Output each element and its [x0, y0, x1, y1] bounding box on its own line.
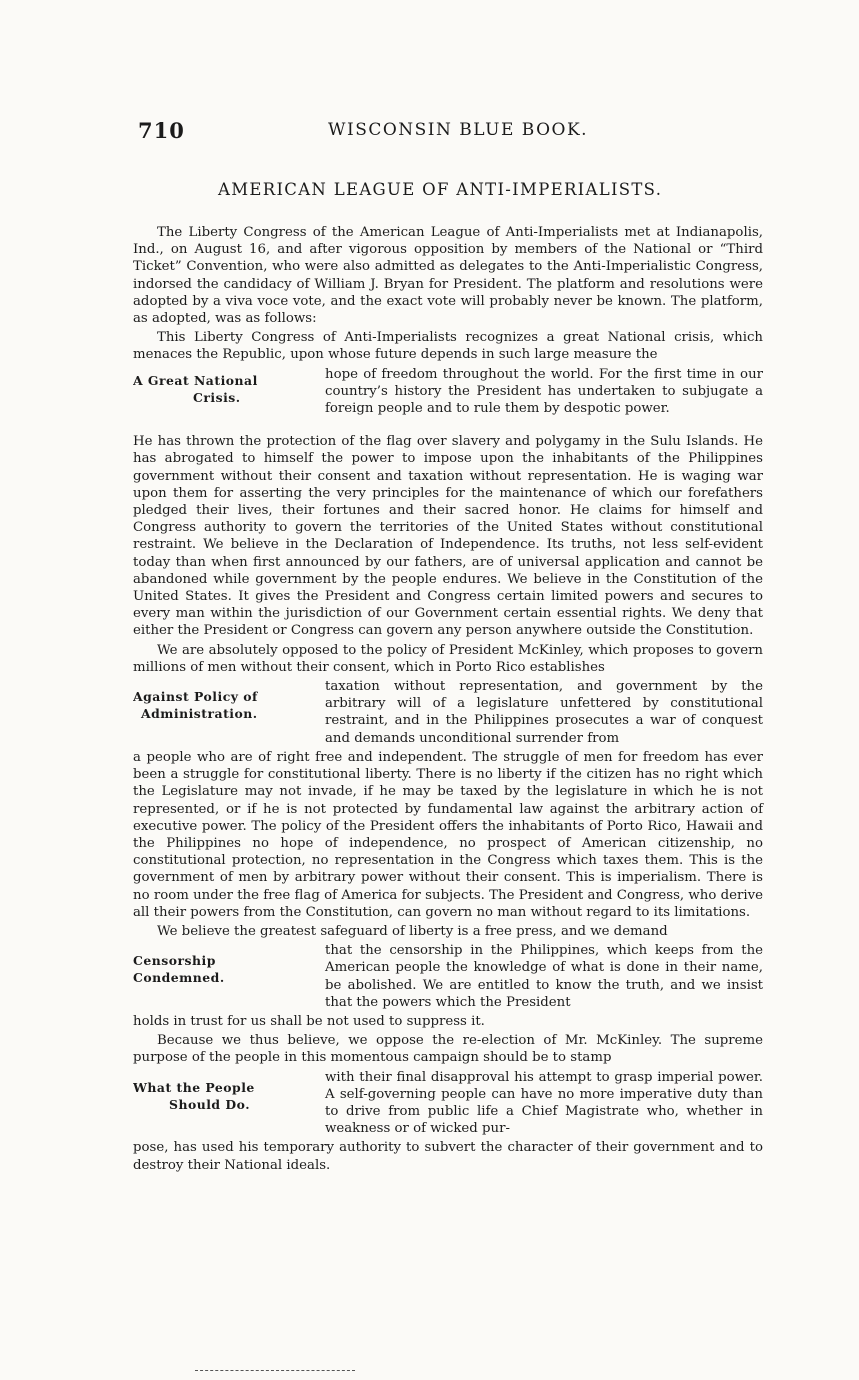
- sidenote-line: What the People: [133, 1079, 255, 1095]
- section-2-lead: We are absolutely opposed to the policy of President McKinley, which proposes to govern millions of men without their consent, which in Porto Rico establishes: [133, 642, 763, 675]
- section-4-side-text: with their final disapproval his attempt to grasp imperial power. A self-governing people can have no more imperative duty than to drive from public life a Chief Magistrate who, whether in weakness or of wicked pur-: [325, 1069, 763, 1137]
- section-2-side-text: taxation without representation, and government by the arbitrary will of a legislature unfettered by constitutional restraint, and in the Philippines prosecutes a war of conquest and demands unconditional surrender from: [325, 679, 763, 746]
- section-4-sidenote-block: [133, 1069, 763, 1140]
- footer-rule: [195, 1370, 355, 1371]
- sidenote-line: Should Do.: [169, 1096, 251, 1112]
- section-3-side-text: that the censorship in the Philippines, which keeps from the American people the knowledge of what is done in their name, be abolished. We are entitled to know the truth, and we insist that the powers which the President: [325, 943, 763, 1010]
- section-3-sidenote-block: [133, 942, 763, 1013]
- sidenote-great-national-crisis: [133, 372, 313, 406]
- article-body: [133, 224, 763, 1176]
- sidenote-line: Against Policy of: [133, 689, 258, 705]
- intro-paragraph: The Liberty Congress of the American League of Anti-Imperialists met at Indianapolis, Ind., on August 16, and after vigorous opposition by members of the National or “Third Ticket” Convention, who were also admitted as delegates to the Anti-Imperialistic Congress, indorsed the candidacy of William J. Bryan for President. The platform and resolutions were adopted by a viva voce vote, and the exact vote will probably never be known. The platform, as adopted, was as follows:: [133, 225, 763, 327]
- section-2-sidenote-block: [133, 678, 763, 749]
- sidenote-line: Crisis.: [193, 389, 241, 405]
- page-number: 710: [138, 118, 185, 143]
- section-4-rest: pose, has used his temporary authority to subvert the character of their government and to destroy their National ideals.: [133, 1140, 763, 1173]
- article-title: AMERICAN LEAGUE OF ANTI-IMPERIALISTS.: [218, 180, 663, 199]
- section-3-rest: holds in trust for us shall be not used to suppress it.: [133, 1013, 485, 1029]
- section-4-lead: Because we thus believe, we oppose the re-election of Mr. McKinley. The supreme purpose of the people in this momentous campaign should be to stamp: [133, 1033, 763, 1066]
- sidenote-line: Condemned.: [133, 970, 225, 986]
- section-1-lead: This Liberty Congress of Anti-Imperialists recognizes a great National crisis, which menaces the Republic, upon whose future depends in such large measure the: [133, 330, 763, 363]
- section-1-side-text: hope of freedom throughout the world. For the first time in our country’s history the President has undertaken to subjugate a foreign people and to rule them by despotic power.: [325, 366, 763, 417]
- sidenote-line: A Great National: [133, 372, 258, 388]
- sidenote-what-the-people: [133, 1079, 313, 1113]
- sidenote-censorship: [133, 952, 313, 986]
- sidenote-line: Censorship: [133, 953, 216, 969]
- section-1-rest: He has thrown the protection of the flag over slavery and polygamy in the Sulu Islands. He has abrogated to himself the power to impose upon the inhabitants of the Philippines government without their consent and taxation without representation. He is waging war upon them for asserting the very principles for the maintenance of which our forefathers pledged their lives, their fortunes and their sacred honor. He claims for himself and Congress authority to govern the territories of the United States without constitutional restraint. We believe in the Declaration of Independence. Its truths, not less self-evident today than when first announced by our fathers, are of universal application and cannot be abandoned while government by the people endures. We believe in the Constitution of the United States. It gives the President and Congress certain limited powers and secures to every man within the jurisdiction of our Government certain essential rights. We deny that either the President or Congress can govern any person anywhere outside the Constitution.: [133, 434, 763, 639]
- section-3-lead: We believe the greatest safeguard of liberty is a free press, and we demand: [157, 923, 668, 939]
- running-head: WISCONSIN BLUE BOOK.: [328, 120, 589, 140]
- sidenote-line: Administration.: [141, 706, 258, 722]
- section-1-sidenote-block: [133, 366, 763, 434]
- section-2-rest: a people who are of right free and independent. The struggle of men for freedom has ever been a struggle for constitutional liberty. There is no liberty if the citizen has no right which the Legislature may not invade, if he may be taxed by the legislature in which he is not represented, or if he is not protected by fundamental law against the arbitrary action of executive power. The policy of the President offers the inhabitants of Porto Rico, Hawaii and the Philippines no hope of independence, no prospect of American citizenship, no constitutional protection, no representation in the Congress which taxes them. This is the government of men by arbitrary power without their consent. This is imperialism. There is no room under the free flag of America for subjects. The President and Congress, who derive all their powers from the Constitution, can govern no man without regard to its limitations.: [133, 749, 763, 920]
- sidenote-against-policy: [133, 688, 313, 722]
- page-header: [138, 118, 766, 148]
